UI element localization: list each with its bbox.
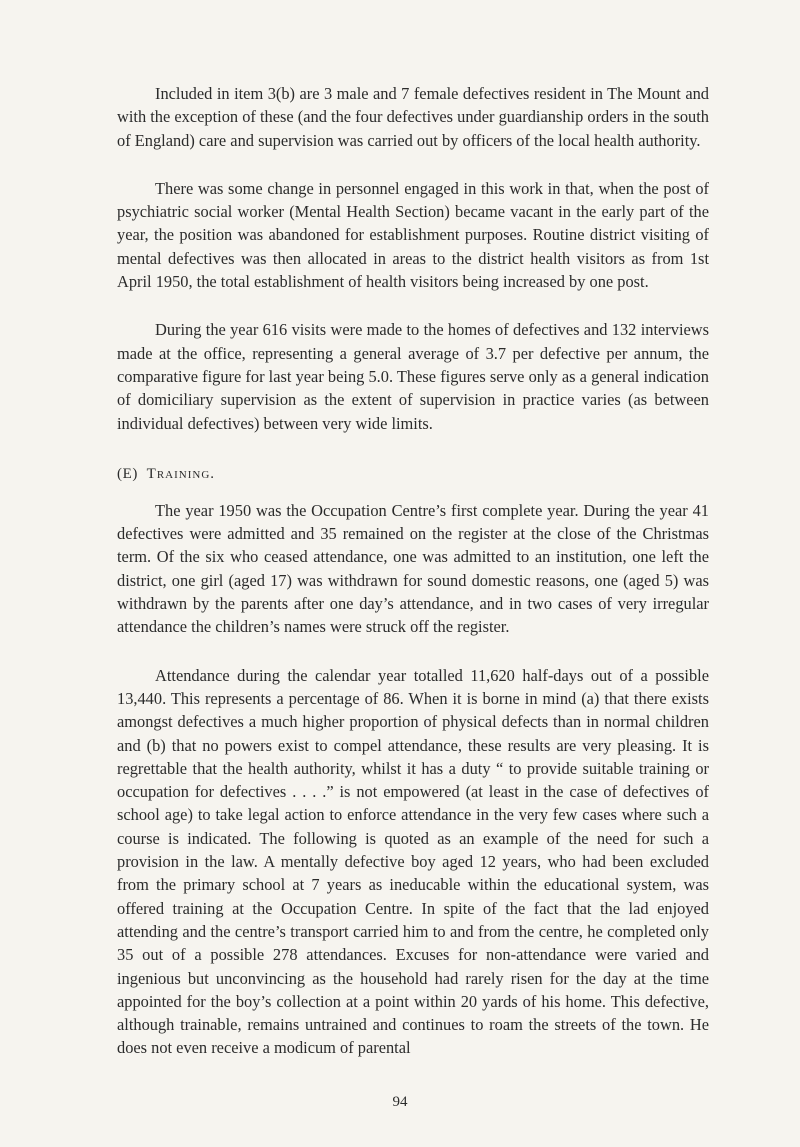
paragraph-visits: During the year 616 visits were made to the homes of defectives and 132 interviews made at the office, representing a general average of 3.7 per defective per annum, the comparative figure for last year being 5.0. These figures serve only as a general indication of domiciliary supervision as the extent of supervision in practice varies (as between individual defectives) between very wide limits. bbox=[117, 320, 709, 433]
paragraph-guardianship: Included in item 3(b) are 3 male and 7 female defectives resident in The Mount and with the exception of these (and the four defectives under guardianship orders in the south of England) care and supervision was carried out by officers of the local health authority. bbox=[117, 84, 709, 150]
body-text bbox=[117, 82, 709, 1085]
section-heading-training bbox=[117, 463, 709, 485]
page-number: 94 bbox=[392, 1094, 408, 1110]
section-title: Training. bbox=[146, 465, 216, 482]
paragraph-attendance: Attendance during the calendar year totalled 11,620 half-days out of a possible 13,440. This represents a percentage of 86. When it is borne in mind (a) that there exists amongst defectives a much higher proportion of physical defects than in normal children and (b) that no powers exist to compel attendance, these results are very pleasing. It is regrettable that the health authority, whilst it has a duty “ to provide suitable training or occupation for defectives . . . .” is not empowered (at least in the case of defectives of school age) to take legal action to enforce attendance in the very few cases where such a course is indicated. The following is quoted as an example of the need for such a provision in the law. A mentally defective boy aged 12 years, who had been excluded from the primary school at 7 years as ineducable within the educational system, was offered training at the Occupation Centre. In spite of the fact that the lad enjoyed attending and the centre’s transport carried him to and from the centre, he completed only 35 out of a possible 278 attendances. Excuses for non-attendance were varied and ingenious but unconvincing as the household had rarely risen for the day at the time appointed for the boy’s collection at a point within 20 yards of his home. This defective, although trainable, remains untrained and continues to roam the streets of the town. He does not even receive a modicum of parental bbox=[117, 665, 709, 1058]
section-label: (E) bbox=[117, 465, 138, 482]
paragraph-personnel: There was some change in personnel engaged in this work in that, when the post of psychiatric social worker (Mental Health Section) became vacant in the early part of the year, the position was abandoned for establishment purposes. Routine district visiting of mental defectives was then allocated in areas to the district health visitors as from 1st April 1950, the total establishment of health visitors being increased by one post. bbox=[117, 178, 709, 292]
paragraph-occupation-centre: The year 1950 was the Occupation Centre’s first complete year. During the year 41 defectives were admitted and 35 remained on the register at the close of the Christmas term. Of the six who ceased attendance, one was admitted to an institution, one left the district, one girl (aged 17) was withdrawn for sound domestic reasons, one (aged 5) was withdrawn by the parents after one day’s attendance, and in two cases of very irregular attendance the children’s names were struck off the register. bbox=[117, 500, 709, 637]
